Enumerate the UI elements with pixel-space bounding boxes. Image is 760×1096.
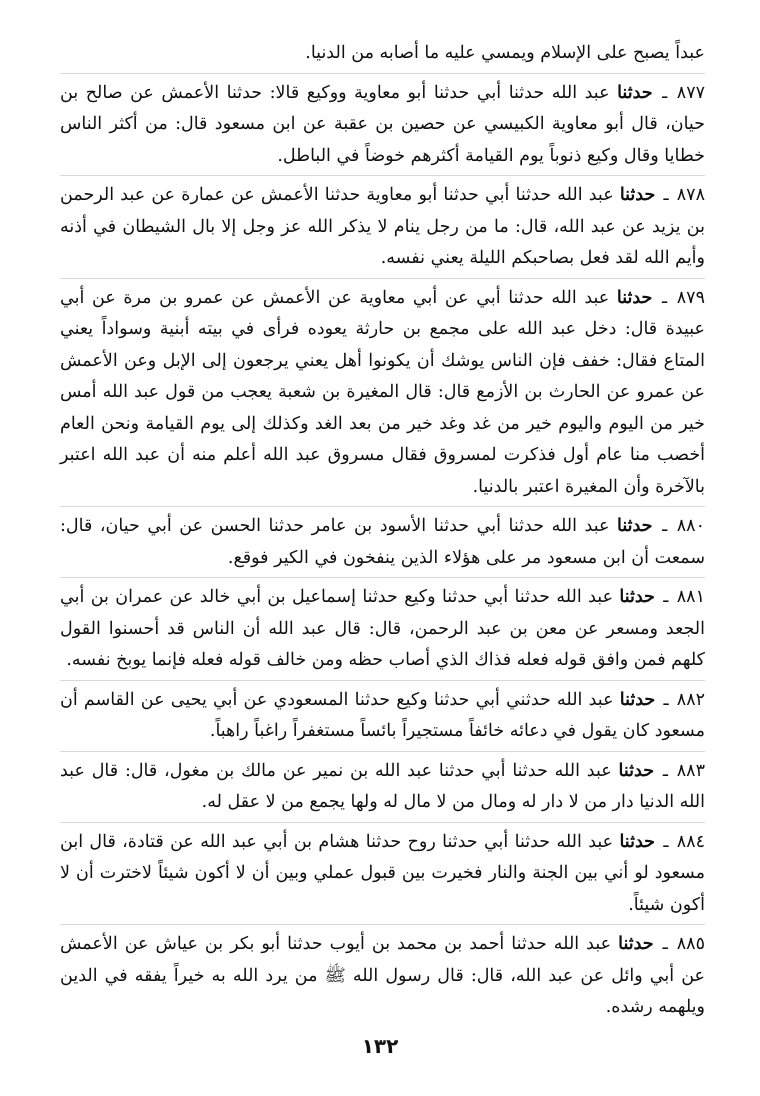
hadith-number: ٨٨٤	[676, 831, 705, 852]
lead-line: عبداً يصبح على الإسلام ويمسي عليه ما أصابه من الدنيا.	[305, 43, 705, 63]
hadith-keyword: حدثنا	[619, 185, 656, 205]
hadith-number: ٨٨٠	[676, 516, 705, 536]
hadith-881: ٨٨١ ـ حدثنا عبد الله حدثنا أبي حدثنا وكيع حدثنا إسماعيل بن أبي خالد عن عمران بن أبي الجعد ومسعر عن معن بن عبد الرحمن، قال: قال عبد الله أن الناس قد أحسنوا القول كلهم فمن وافق قوله فعله فذاك الذي أصاب حظه ومن خالف قوله فعله فإنما يوبخ نفسه.	[60, 587, 705, 670]
hadith-884: ٨٨٤ ـ حدثنا عبد الله حدثنا أبي حدثنا روح حدثنا هشام بن أبي عبد الله عن قتادة، قال ابن مسعود لو أني بين الجنة والنار فخيرت بين قبول عملي وبين أن لا أكون شيئاً لاخترت أن لا أكون شيئاً.	[60, 831, 705, 915]
hadith-number: ٨٧٩	[676, 287, 705, 308]
divider	[60, 506, 705, 507]
hadith-keyword: حدثنا	[618, 934, 654, 954]
hadith-number: ٨٨٢	[676, 689, 705, 710]
hadith-879: ٨٧٩ ـ حدثنا عبد الله حدثنا أبي عن أبي معاوية عن الأعمش عن عمرو بن مرة عن أبي عبيدة قال: دخل عبد الله على مجمع بن حارثة يعوده فرأى في بيته أبنية وسواداً يعني المتاع فقال: خفف فإن الناس يوشك أن يكونوا أهل يعني يرجعون إلى الإبل وعن الأعمش عن عمرو عن الحارث بن الأزمع قال: قال المغيرة بن شعبة يعجب من قول عبد الله أمس خير من اليوم واليوم خير من غد وغد خير من بعد الغد وكذلك إلى يوم القيامة ونحن العام أخصب منا عام أول فذكرت لمسروق فقال مسروق عبد الله أعلم منه أن عبد الله اعتبر بالآخرة وأن المغيرة اعتبر بالدنيا.	[60, 287, 705, 497]
hadith-877: ٨٧٧ ـ حدثنا عبد الله حدثنا أبي حدثنا أبو معاوية ووكيع قالا: حدثنا الأعمش عن صالح بن حيان، قال أبو معاوية الكبيسي عن حصين بن عقبة عن ابن مسعود قال: من أكثر الناس خطايا وقال وكيع ذنوباً يوم القيامة أكثرهم خوضاً في الباطل.	[60, 82, 705, 166]
hadith-keyword: حدثنا	[617, 82, 653, 103]
divider	[60, 577, 705, 578]
hadith-text: عبد الله حدثنا أبي عن أبي معاوية عن الأعمش عن عمرو بن مرة عن أبي عبيدة قال: دخل عبد الله على مجمع بن حارثة يعوده فرأى في بيته أبنية وسواداً يعني المتاع فقال: خفف فإن الناس يوشك أن يكونوا أهل يعني يرجعون إلى الإبل وعن الأعمش عن عمرو عن الحارث بن الأزمع قال: قال المغيرة بن شعبة يعجب من قول عبد الله أمس خير من اليوم واليوم خير من غد وغد خير من بعد الغد وكذلك إلى يوم القيامة ونحن العام أخصب منا عام أول فذكرت لمسروق فقال مسروق عبد الله أعلم منه أن عبد الله اعتبر بالآخرة وأن المغيرة اعتبر بالدنيا.	[60, 287, 705, 497]
hadith-text: عبد الله حدثنا أحمد بن محمد بن أيوب حدثنا أبو بكر بن عياش عن الأعمش عن أبي وائل عن عبد الله، قال: قال رسول الله ﷺ من يرد الله به خيراً يفقه في الدين ويلهمه رشده.	[60, 934, 705, 1017]
hadith-number: ٨٨٣	[676, 760, 705, 781]
hadith-885: ٨٨٥ ـ حدثنا عبد الله حدثنا أحمد بن محمد بن أيوب حدثنا أبو بكر بن عياش عن الأعمش عن أبي وائل عن عبد الله، قال: قال رسول الله ﷺ من يرد الله به خيراً يفقه في الدين ويلهمه رشده.	[60, 934, 705, 1017]
hadith-883: ٨٨٣ ـ حدثنا عبد الله حدثنا أبي حدثنا عبد الله بن نمير عن مالك بن مغول، قال: قال عبد الله الدنيا دار من لا دار له ومال من لا مال له ولها يجمع من لا عقل له.	[60, 760, 705, 812]
hadith-number: ٨٧٧	[676, 82, 705, 103]
hadith-keyword: حدثنا	[616, 287, 653, 308]
hadith-text: عبد الله حدثنا أبي حدثنا عبد الله بن نمير عن مالك بن مغول، قال: قال عبد الله الدنيا دار من لا دار له ومال من لا مال له ولها يجمع من لا عقل له.	[60, 760, 705, 812]
hadith-880: ٨٨٠ ـ حدثنا عبد الله حدثنا أبي حدثنا الأسود بن عامر حدثنا الحسن عن أبي حيان، قال: سمعت أن ابن مسعود مر على هؤلاء الذين ينفخون في الكير فوقع.	[60, 516, 705, 568]
hadith-number: ٨٨٥	[676, 934, 705, 954]
divider	[60, 278, 705, 279]
divider	[60, 751, 705, 752]
hadith-text: عبد الله حدثنا أبي حدثنا روح حدثنا هشام بن أبي عبد الله عن قتادة، قال ابن مسعود لو أني بين الجنة والنار فخيرت بين قبول عملي وبين أن لا أكون شيئاً لاخترت أن لا أكون شيئاً.	[60, 831, 705, 915]
hadith-878: ٨٧٨ ـ حدثنا عبد الله حدثنا أبي حدثنا أبو معاوية حدثنا الأعمش عن عمارة عن عبد الرحمن بن يزيد عن عبد الله، قال: ما من رجل ينام لا يذكر الله عز وجل إلا بال الشيطان في أذنه وأيم الله لقد فعل بصاحبكم الليلة يعني نفسه.	[60, 185, 705, 268]
document-page	[60, 38, 705, 1024]
page-number: ١٣٢	[361, 1034, 399, 1058]
divider	[60, 822, 705, 823]
hadith-text: عبد الله حدثنا أبي حدثنا أبو معاوية حدثنا الأعمش عن عمارة عن عبد الرحمن بن يزيد عن عبد الله، قال: ما من رجل ينام لا يذكر الله عز وجل إلا بال الشيطان في أذنه وأيم الله لقد فعل بصاحبكم الليلة يعني نفسه.	[60, 185, 705, 268]
hadith-text: عبد الله حدثني أبي حدثنا وكيع حدثنا المسعودي عن أبي يحيى عن القاسم أن مسعود كان يقول في دعائه خائفاً مستجيراً بائساً مستغفراً راغباً راهباً.	[60, 689, 705, 741]
hadith-text: عبد الله حدثنا أبي حدثنا وكيع حدثنا إسماعيل بن أبي خالد عن عمران بن أبي الجعد ومسعر عن معن بن عبد الرحمن، قال: قال عبد الله أن الناس قد أحسنوا القول كلهم فمن وافق قوله فعله فذاك الذي أصاب حظه ومن خالف قوله فعله فإنما يوبخ نفسه.	[60, 587, 705, 670]
hadith-keyword: حدثنا	[618, 760, 655, 781]
hadith-number: ٨٧٨	[676, 185, 705, 205]
divider	[60, 680, 705, 681]
hadith-text: عبد الله حدثنا أبي حدثنا أبو معاوية ووكيع قالا: حدثنا الأعمش عن صالح بن حيان، قال أبو معاوية الكبيسي عن حصين بن عقبة عن ابن مسعود قال: من أكثر الناس خطايا وقال وكيع ذنوباً يوم القيامة أكثرهم خوضاً في الباطل.	[60, 82, 705, 166]
hadith-keyword: حدثنا	[619, 587, 655, 607]
divider	[60, 73, 705, 74]
hadith-text: عبد الله حدثنا أبي حدثنا الأسود بن عامر حدثنا الحسن عن أبي حيان، قال: سمعت أن ابن مسعود مر على هؤلاء الذين ينفخون في الكير فوقع.	[60, 516, 705, 568]
divider	[60, 175, 705, 176]
hadith-keyword: حدثنا	[617, 516, 653, 536]
hadith-keyword: حدثنا	[619, 689, 656, 710]
hadith-keyword: حدثنا	[619, 831, 655, 852]
hadith-882: ٨٨٢ ـ حدثنا عبد الله حدثني أبي حدثنا وكيع حدثنا المسعودي عن أبي يحيى عن القاسم أن مسعود كان يقول في دعائه خائفاً مستجيراً بائساً مستغفراً راغباً راهباً.	[60, 689, 705, 741]
hadith-number: ٨٨١	[676, 587, 705, 607]
divider	[60, 924, 705, 925]
